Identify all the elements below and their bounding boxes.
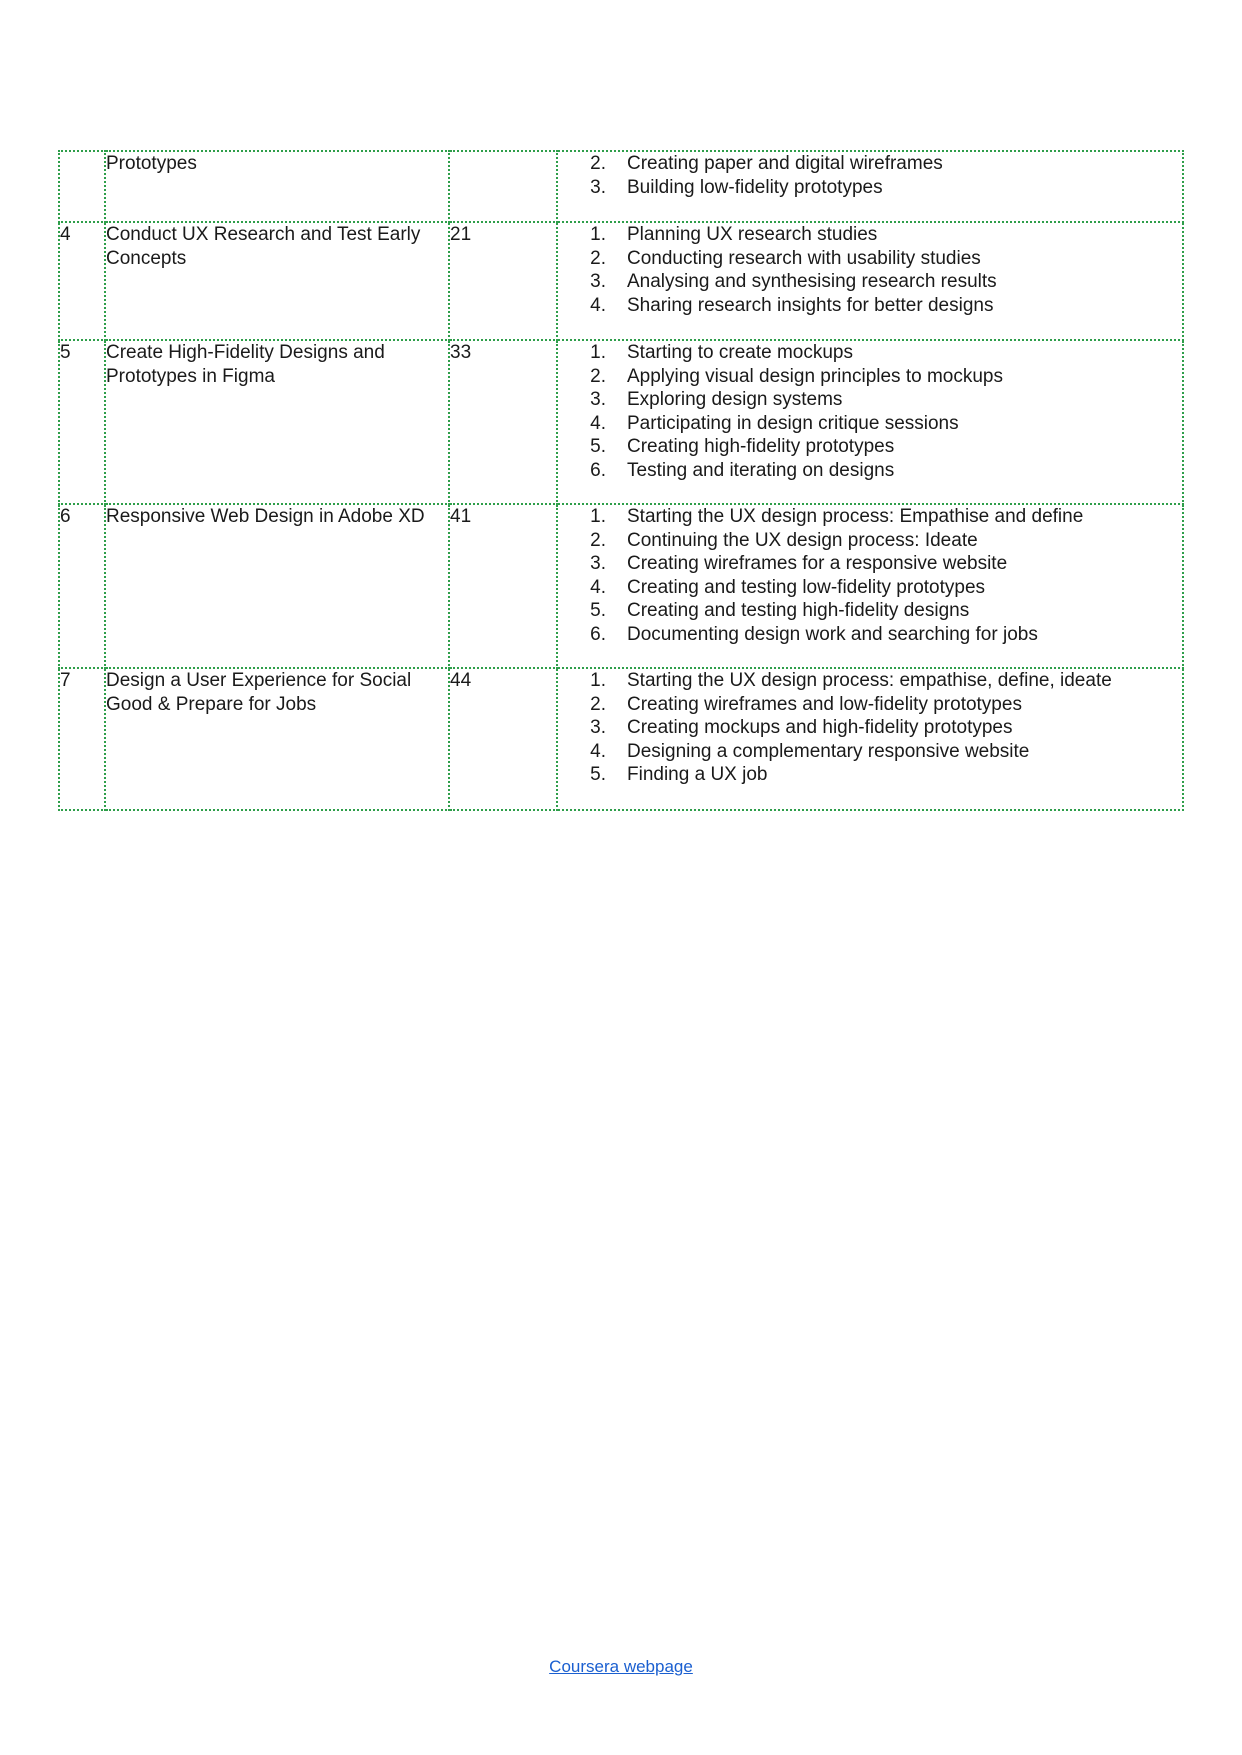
course-title: Design a User Experience for Social Good & Prepare for Jobs — [105, 668, 449, 810]
topic-number: 5. — [590, 600, 606, 621]
list-item — [558, 599, 1182, 623]
course-topics — [557, 222, 1183, 340]
topic-text: Designing a complementary responsive website — [627, 740, 1030, 762]
course-title: Prototypes — [105, 151, 449, 222]
course-topics — [557, 340, 1183, 504]
topic-number: 2. — [590, 247, 606, 269]
topic-number: 2. — [590, 529, 606, 551]
topic-text: Starting to create mockups — [627, 342, 853, 363]
footer — [0, 1657, 1242, 1677]
list-item — [558, 223, 1182, 247]
course-number — [59, 151, 105, 222]
topic-text: Creating wireframes and low-fidelity prototypes — [627, 693, 1022, 715]
course-hours — [449, 151, 557, 222]
list-item — [558, 576, 1182, 600]
table-row — [59, 668, 1183, 810]
list-item — [558, 740, 1182, 764]
topic-text: Continuing the UX design process: Ideate — [627, 529, 978, 551]
topic-text: Creating and testing high-fidelity designs — [627, 600, 970, 621]
topic-number: 5. — [590, 764, 606, 785]
course-topics — [557, 668, 1183, 810]
coursera-webpage-link[interactable]: Coursera webpage — [549, 1657, 693, 1676]
topic-number: 2. — [590, 365, 606, 387]
list-item — [558, 176, 1182, 200]
topic-text: Finding a UX job — [627, 764, 768, 785]
topic-text: Conducting research with usability studies — [627, 247, 981, 269]
course-topics — [557, 504, 1183, 668]
topic-number: 4. — [590, 740, 606, 762]
topic-number: 1. — [590, 224, 606, 245]
topic-text: Creating mockups and high-fidelity prototypes — [627, 717, 1013, 738]
list-item — [558, 341, 1182, 365]
list-item — [558, 716, 1182, 740]
topic-number: 3. — [590, 553, 606, 574]
course-number: 7 — [59, 668, 105, 810]
topic-number: 6. — [590, 623, 606, 645]
topic-text: Exploring design systems — [627, 389, 843, 410]
list-item — [558, 459, 1182, 483]
list-item — [558, 365, 1182, 389]
list-item — [558, 623, 1182, 647]
list-item — [558, 669, 1182, 693]
course-hours: 41 — [449, 504, 557, 668]
topic-number: 1. — [590, 670, 606, 691]
course-table — [58, 150, 1184, 811]
list-item — [558, 763, 1182, 787]
course-hours: 33 — [449, 340, 557, 504]
topic-number: 3. — [590, 176, 606, 198]
list-item — [558, 505, 1182, 529]
topic-number: 1. — [590, 342, 606, 363]
topic-text: Starting the UX design process: empathise, define, ideate — [627, 670, 1112, 691]
topic-number: 3. — [590, 389, 606, 410]
table-row — [59, 504, 1183, 668]
course-number: 6 — [59, 504, 105, 668]
topic-number: 5. — [590, 436, 606, 457]
topic-text: Creating high-fidelity prototypes — [627, 436, 895, 457]
topic-text: Participating in design critique sessions — [627, 412, 959, 434]
table-row — [59, 222, 1183, 340]
topic-number: 4. — [590, 412, 606, 434]
course-topics — [557, 151, 1183, 222]
topic-number: 3. — [590, 271, 606, 292]
list-item — [558, 247, 1182, 271]
list-item — [558, 693, 1182, 717]
topic-number: 4. — [590, 576, 606, 598]
topic-text: Creating and testing low-fidelity prototypes — [627, 576, 986, 598]
topic-text: Applying visual design principles to mockups — [627, 365, 1003, 387]
list-item — [558, 412, 1182, 436]
topic-number: 2. — [590, 153, 606, 174]
topic-number: 2. — [590, 693, 606, 715]
table-row — [59, 340, 1183, 504]
topic-number: 4. — [590, 294, 606, 316]
topic-number: 3. — [590, 717, 606, 738]
list-item — [558, 270, 1182, 294]
topic-text: Starting the UX design process: Empathise and define — [627, 506, 1084, 527]
list-item — [558, 294, 1182, 318]
course-title: Create High-Fidelity Designs and Prototypes in Figma — [105, 340, 449, 504]
course-number: 5 — [59, 340, 105, 504]
topic-number: 6. — [590, 459, 606, 481]
topic-text: Creating wireframes for a responsive website — [627, 553, 1008, 574]
course-hours: 21 — [449, 222, 557, 340]
topic-text: Creating paper and digital wireframes — [627, 153, 943, 174]
list-item — [558, 552, 1182, 576]
topic-text: Documenting design work and searching for jobs — [627, 623, 1038, 645]
list-item — [558, 435, 1182, 459]
topic-text: Sharing research insights for better designs — [627, 294, 994, 316]
topic-number: 1. — [590, 506, 606, 527]
topic-text: Testing and iterating on designs — [627, 459, 895, 481]
list-item — [558, 529, 1182, 553]
course-hours: 44 — [449, 668, 557, 810]
topic-text: Analysing and synthesising research results — [627, 271, 997, 292]
topic-text: Building low-fidelity prototypes — [627, 176, 883, 198]
list-item — [558, 388, 1182, 412]
list-item — [558, 152, 1182, 176]
course-title: Responsive Web Design in Adobe XD — [105, 504, 449, 668]
table-row — [59, 151, 1183, 222]
course-number: 4 — [59, 222, 105, 340]
course-title: Conduct UX Research and Test Early Concepts — [105, 222, 449, 340]
topic-text: Planning UX research studies — [627, 224, 878, 245]
